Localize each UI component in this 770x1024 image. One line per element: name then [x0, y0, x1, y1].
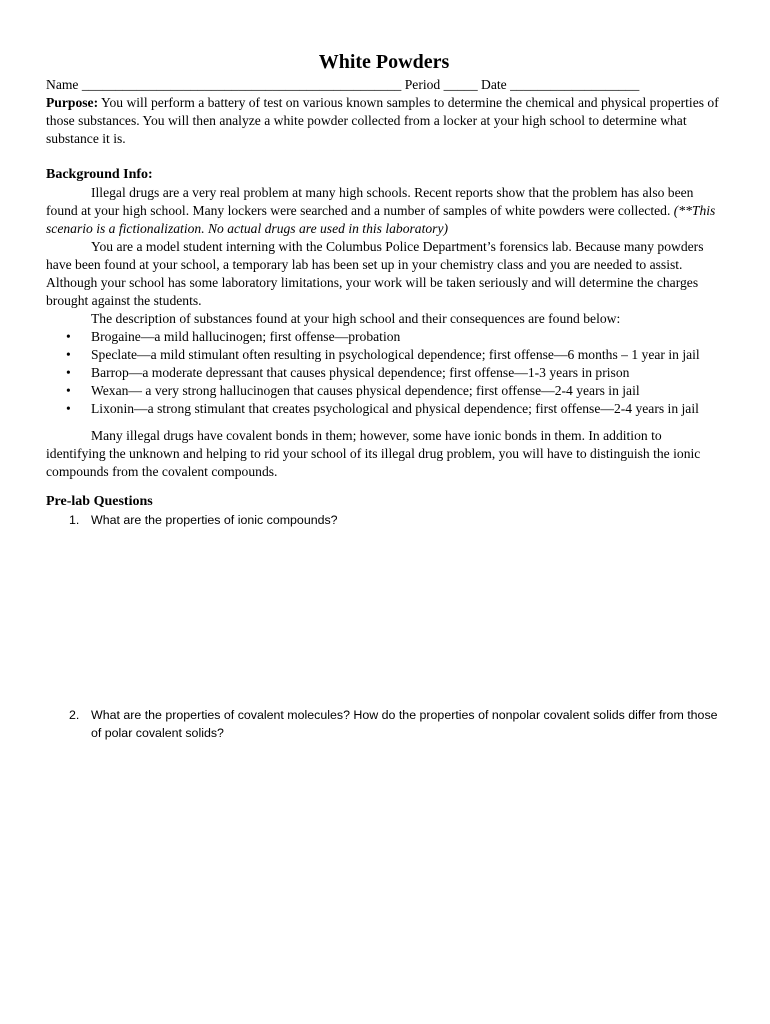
bullet-icon: • — [66, 383, 71, 398]
background-paragraph-1-text: Illegal drugs are a very real problem at many high schools. Recent reports show that the problem has also been found at your high school. Many lockers were searched and a number of samples of white powders were collected. — [46, 185, 694, 218]
bullet-icon: • — [66, 347, 71, 362]
fiction-note: (**This scenario is a fictionalization. No actual drugs are used in this laboratory) — [46, 203, 716, 236]
name-label: Name — [46, 77, 79, 92]
list-item: • Barrop—a moderate depressant that causes physical dependence; first offense—1-3 years in prison — [66, 365, 630, 380]
background-heading: Background Info: — [46, 167, 153, 182]
prelab-question-list — [46, 511, 722, 742]
bullet-icon: • — [66, 329, 71, 344]
list-item: • Lixonin—a strong stimulant that creates psychological and physical dependence; first offense—2-4 years in jail — [66, 401, 699, 416]
question-number: 1. — [69, 513, 80, 527]
background-paragraph-4: Many illegal drugs have covalent bonds in them; however, some have ionic bonds in them. In addition to identifying the unknown and helping to rid your school of its illegal drug problem, you will have to distinguish the ionic compounds from the covalent compounds. — [46, 428, 701, 479]
background-paragraph-2: You are a model student interning with the Columbus Police Department’s forensics lab. Because many powders have been found at your school, a temporary lab has been set up in your chemistry class and you are needed to assist. Although your school has some laboratory limitations, your work will be taken seriously and will determine the charges brought against the students. — [46, 239, 704, 308]
prelab-heading: Pre-lab Questions — [46, 494, 153, 509]
list-item: • Speclate—a mild stimulant often resulting in psychological dependence; first offense—6 months – 1 year in jail — [66, 347, 700, 362]
question-number: 2. — [69, 708, 80, 722]
bullet-icon: • — [66, 365, 71, 380]
bullet-icon: • — [66, 401, 71, 416]
period-blank: _____ — [443, 77, 478, 92]
prelab-question-1 — [46, 511, 722, 529]
purpose-paragraph — [46, 94, 722, 148]
substance-list — [46, 328, 722, 418]
prelab-question-2 — [46, 706, 722, 742]
page-title: White Powders — [318, 51, 450, 73]
background-paragraph-3: The description of substances found at your high school and their consequences are found below: — [91, 311, 621, 326]
list-item: • Wexan— a very strong hallucinogen that causes physical dependence; first offense—2-4 years in jail — [66, 383, 640, 398]
name-blank: _______________________________________________ — [81, 77, 402, 92]
purpose-label: Purpose: — [46, 95, 99, 110]
question-text: What are the properties of covalent molecules? How do the properties of nonpolar covalent solids differ from those of polar covalent solids? — [91, 708, 718, 740]
purpose-text: You will perform a battery of test on various known samples to determine the chemical and physical properties of those substances. You will then analyze a white powder collected from a locker at your high school to determine what substance it is. — [46, 95, 719, 146]
period-label: Period — [404, 77, 441, 92]
student-info-line — [46, 76, 722, 94]
worksheet-page — [46, 50, 722, 742]
list-item: • Brogaine—a mild hallucinogen; first offense—probation — [66, 329, 401, 344]
background-paragraph-1 — [46, 184, 722, 238]
date-blank: ___________________ — [510, 77, 640, 92]
date-label: Date — [481, 77, 507, 92]
question-text: What are the properties of ionic compounds? — [91, 513, 338, 527]
